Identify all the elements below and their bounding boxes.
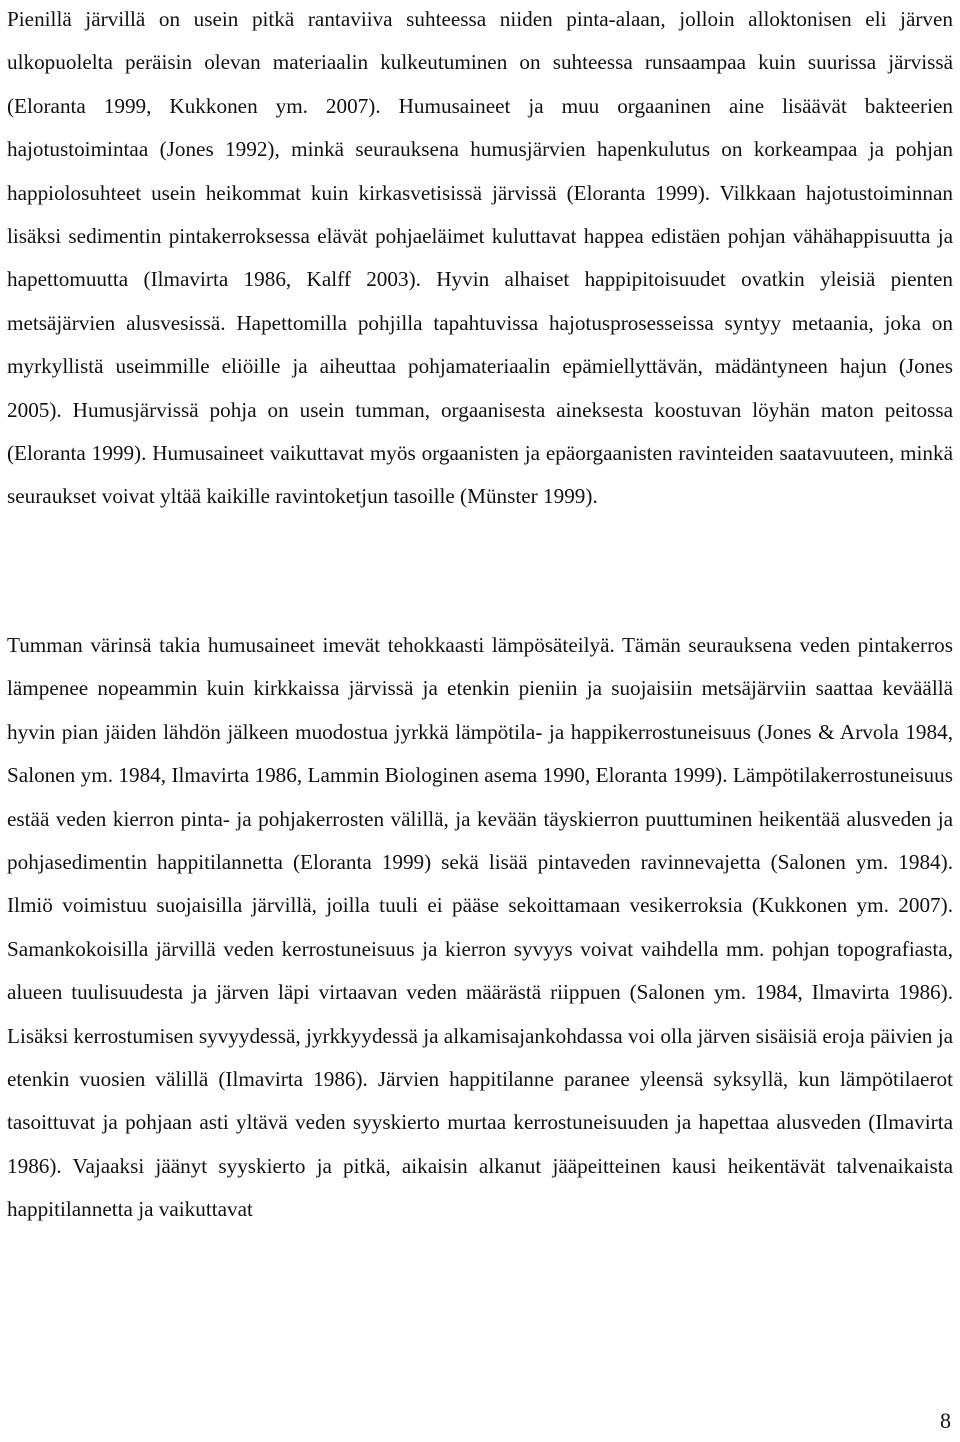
paragraph-humus-decomposition: Pienillä järvillä on usein pitkä rantaviiva suhteessa niiden pinta-alaan, jolloin alloktonisen eli järven ulkopuolelta peräisin olevan materiaalin kulkeutuminen on suhteessa runsaampaa kuin suurissa järvissä (Eloranta 1999, Kukkonen ym. 2007). Humusaineet ja muu orgaaninen aine lisäävät bakteerien hajotustoimintaa (Jones 1992), minkä seurauksena humusjärvien hapenkulutus on korkeampaa ja pohjan happiolosuhteet usein heikommat kuin kirkasvetisissä järvissä (Eloranta 1999). Vilkkaan hajotustoiminnan lisäksi sedimentin pintakerroksessa elävät pohjaeläimet kuluttavat happea edistäen pohjan vähähappisuutta ja hapettomuutta (Ilmavirta 1986, Kalff 2003). Hyvin alhaiset happipitoisuudet ovatkin yleisiä pienten metsäjärvien alusvesissä. Hapettomilla pohjilla tapahtuvissa hajotusprosesseissa syntyy metaania, joka on myrkyllistä useimmille eliöille ja aiheuttaa pohjamateriaalin epämiellyttävän, mädäntyneen hajun (Jones 2005). Humusjärvissä pohja on usein tumman, orgaanisesta aineksesta koostuvan löyhän maton peitossa (Eloranta 1999). Humusaineet vaikuttavat myös orgaanisten ja epäorgaanisten ravinteiden saatavuuteen, minkä seuraukset voivat yltää kaikille ravintoketjun tasoille (Münster 1999). bbox=[7, 7, 953, 509]
document-page bbox=[7, 0, 953, 1442]
page-number: 8 bbox=[940, 1408, 951, 1433]
paragraph-thermal-stratification: Tumman värinsä takia humusaineet imevät tehokkaasti lämpösäteilyä. Tämän seurauksena veden pintakerros lämpenee nopeammin kuin kirkkaissa järvissä ja etenkin pieniin ja suojaisiin metsäjärviin saattaa keväällä hyvin pian jäiden lähdön jälkeen muodostua jyrkkä lämpötila- ja happikerrostuneisuus (Jones & Arvola 1984, Salonen ym. 1984, Ilmavirta 1986, Lammin Biologinen asema 1990, Eloranta 1999). Lämpötilakerrostuneisuus estää veden kierron pinta- ja pohjakerrosten välillä, ja kevään täyskierron puuttuminen heikentää alusveden ja pohjasedimentin happitilannetta (Eloranta 1999) sekä lisää pintaveden ravinnevajetta (Salonen ym. 1984). Ilmiö voimistuu suojaisilla järvillä, joilla tuuli ei pääse sekoittamaan vesikerroksia (Kukkonen ym. 2007). Samankokoisilla järvillä veden kerrostuneisuus ja kierron syvyys voivat vaihdella mm. pohjan topografiasta, alueen tuulisuudesta ja järven läpi virtaavan veden määrästä riippuen (Salonen ym. 1984, Ilmavirta 1986). Lisäksi kerrostumisen syvyydessä, jyrkkyydessä ja alkamisajankohdassa voi olla järven sisäisiä eroja päivien ja etenkin vuosien välillä (Ilmavirta 1986). Järvien happitilanne paranee yleensä syksyllä, kun lämpötilaerot tasoittuvat ja pohjaan asti yltävä veden syyskierto murtaa kerrostuneisuuden ja hapettaa alusveden (Ilmavirta 1986). Vajaaksi jäänyt syyskierto ja pitkä, aikaisin alkanut jääpeitteinen kausi heikentävät talvenaikaista happitilannetta ja vaikuttavat bbox=[7, 633, 953, 1222]
